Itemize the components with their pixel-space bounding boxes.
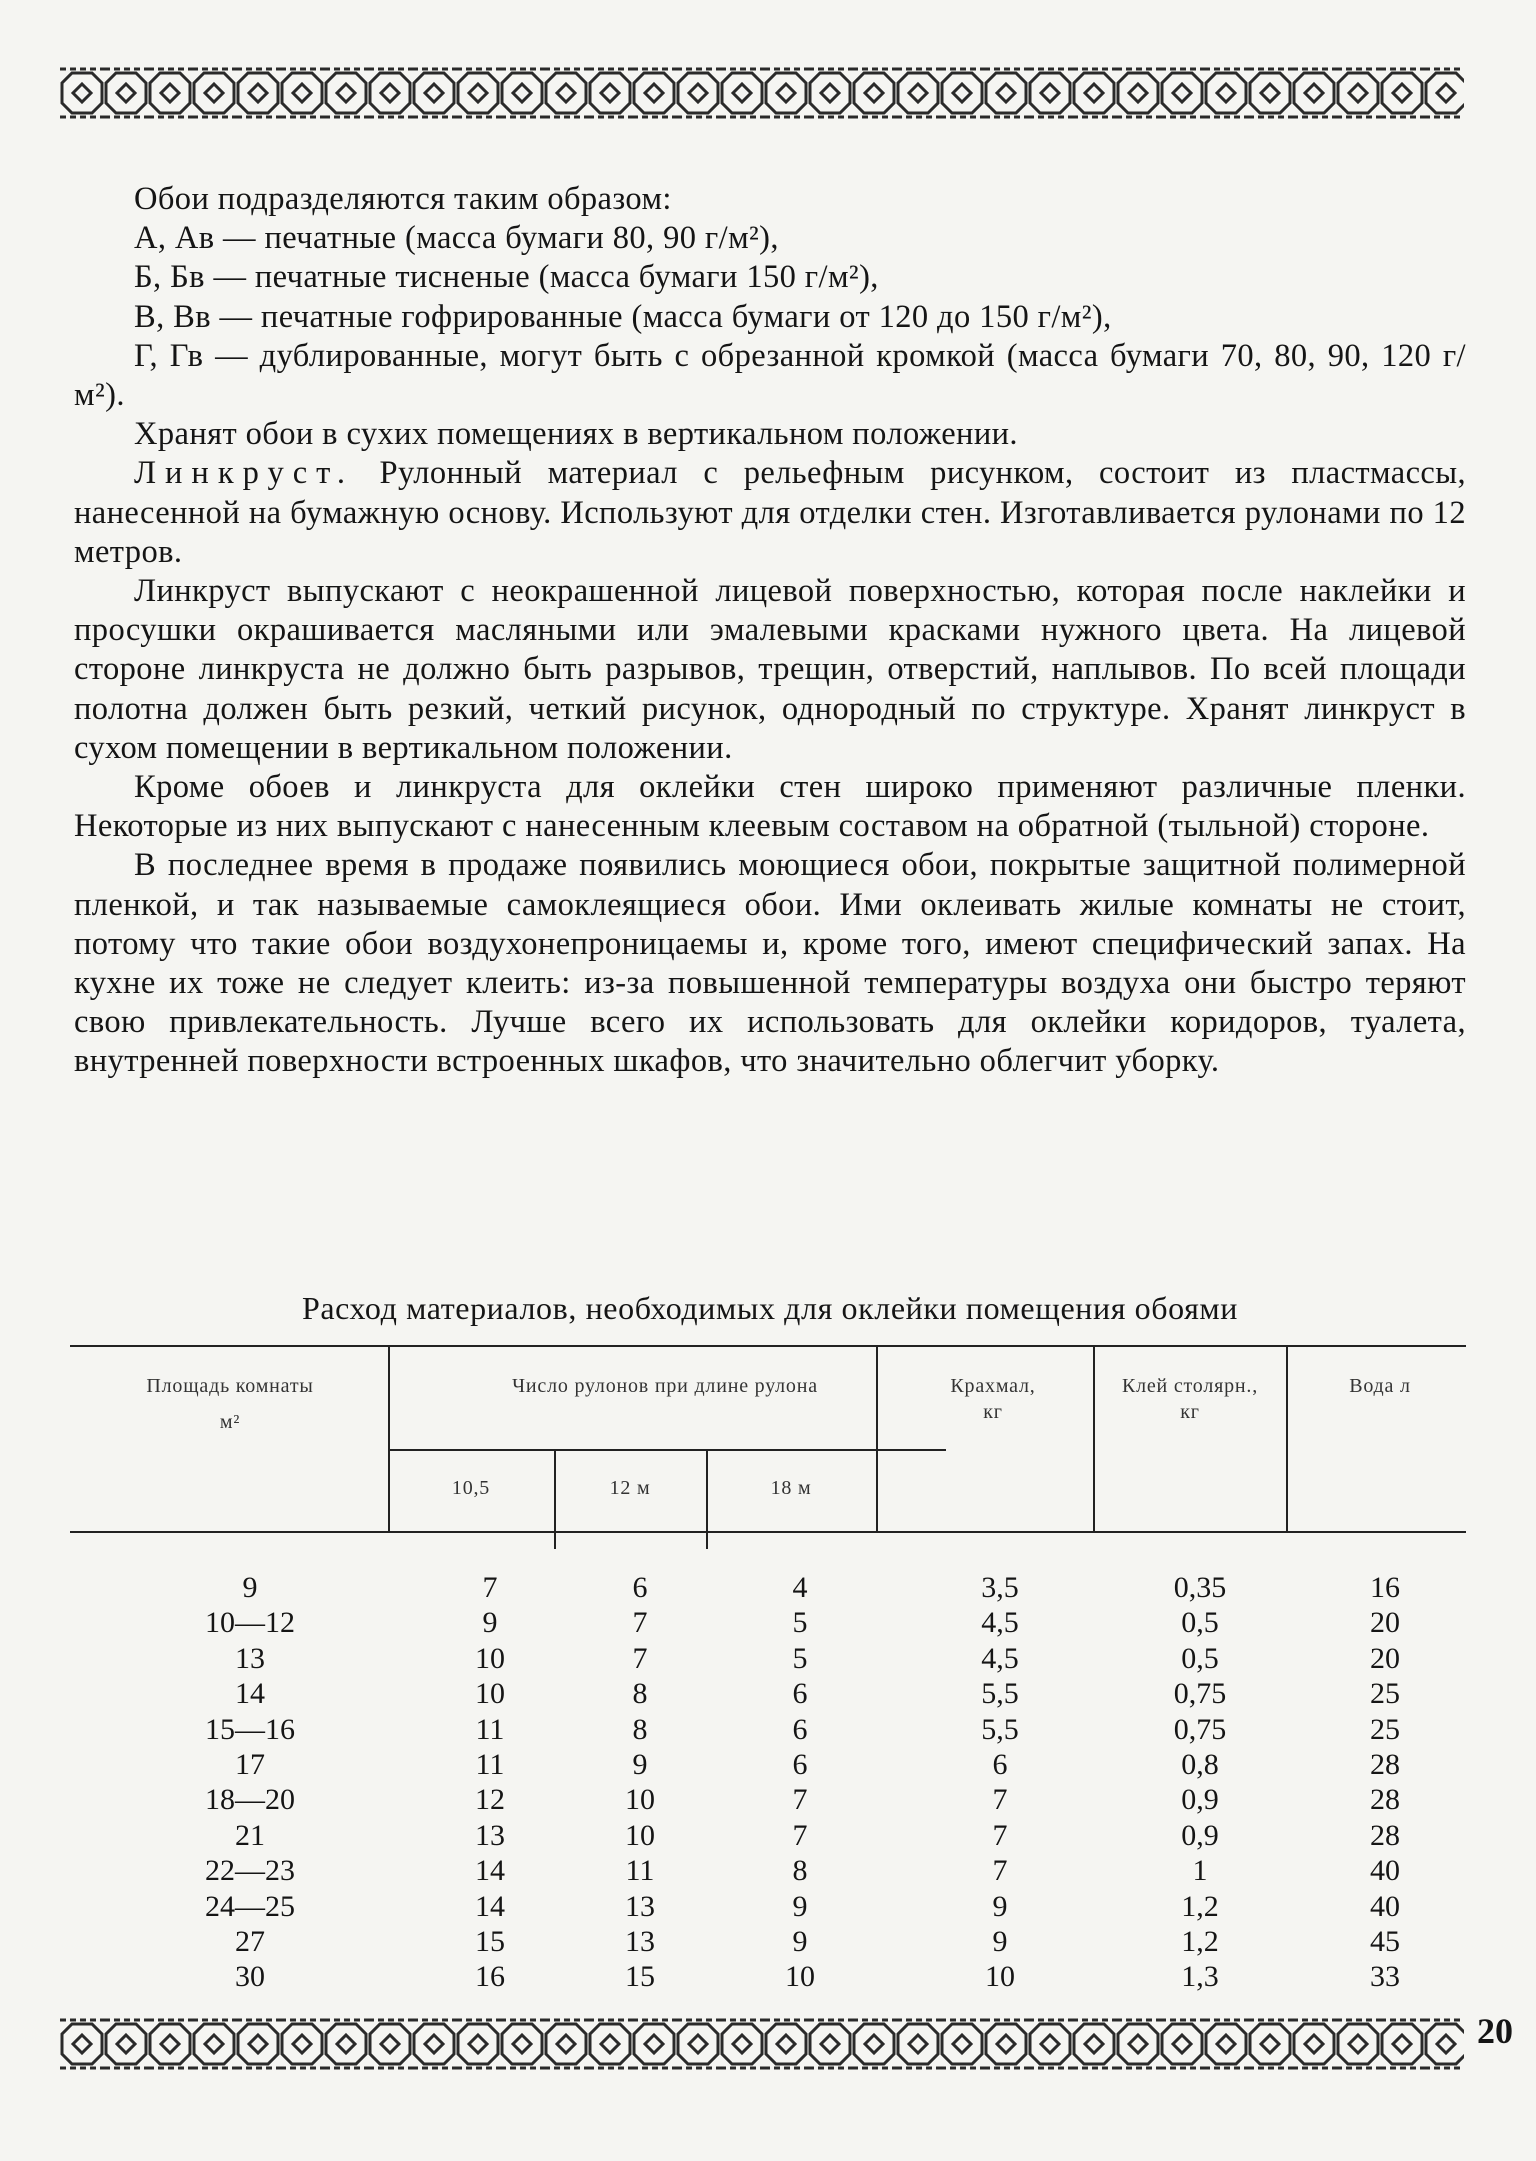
cell-glue: 0,9 — [1181, 1818, 1219, 1852]
cell-rolls-12: 13 — [625, 1924, 655, 1958]
cell-glue: 0,9 — [1181, 1783, 1219, 1817]
cell-rolls-10-5: 10 — [475, 1641, 505, 1675]
table-row — [70, 1924, 1466, 1959]
cell-rolls-18: 5 — [792, 1606, 808, 1640]
body-text — [74, 180, 1466, 1082]
cell-glue: 0,5 — [1181, 1641, 1219, 1675]
cell-rolls-18: 7 — [792, 1783, 808, 1817]
cell-water: 40 — [1370, 1889, 1400, 1923]
cell-area: 27 — [235, 1924, 265, 1958]
cell-rolls-10-5: 7 — [482, 1571, 498, 1604]
cell-rolls-10-5: 13 — [475, 1818, 505, 1852]
paragraph-class-g: Г, Гв — дублированные, могут быть с обрезанной кромкой (масса бумаги 70, 80, 90, 120 г/м²). — [74, 337, 1466, 414]
table-caption: Расход материалов, необходимых для оклейки помещения обоями — [301, 1290, 1239, 1326]
cell-glue: 1,2 — [1181, 1889, 1219, 1923]
cell-rolls-10-5: 14 — [475, 1889, 505, 1923]
cell-rolls-18: 6 — [792, 1677, 808, 1711]
cell-glue: 0,75 — [1173, 1677, 1227, 1711]
cell-glue: 0,8 — [1181, 1747, 1219, 1781]
table-row — [70, 1570, 1466, 1605]
cell-glue: 1 — [1192, 1854, 1208, 1888]
cell-rolls-10-5: 14 — [475, 1854, 505, 1888]
cell-water: 28 — [1370, 1818, 1400, 1852]
cell-rolls-12: 10 — [625, 1818, 655, 1852]
header-area-unit: м² — [219, 1411, 241, 1433]
paragraph-class-b: Б, Бв — печатные тисненые (масса бумаги 150 г/м²), — [134, 259, 879, 296]
paragraph-class-v: В, Вв — печатные гофрированные (масса бумаги от 120 до 150 г/м²), — [134, 298, 1112, 335]
cell-rolls-18: 9 — [792, 1924, 808, 1958]
cell-rolls-18: 5 — [792, 1641, 808, 1675]
header-divider — [1093, 1345, 1095, 1531]
cell-glue: 1,2 — [1181, 1924, 1219, 1958]
cell-rolls-18: 8 — [792, 1854, 808, 1888]
cell-area: 24—25 — [205, 1889, 295, 1923]
cell-rolls-12: 7 — [632, 1641, 648, 1675]
decorative-border-bottom — [56, 2017, 1464, 2071]
cell-rolls-18: 6 — [792, 1712, 808, 1746]
table-row — [70, 1853, 1466, 1888]
paragraph-washable: В последнее время в продаже появились моющиеся обои, покрытые защитной полимерной пленкой, и так называемые самоклеящиеся обои. Ими оклеивать жилые комнаты не стоит, потому что такие обои воздухонепроницаемы и, кроме того, имеют специфический запах. На кухне их тоже не следует клеить: из-за повышенной температуры воздуха они быстро теряют свою привлекательность. Лучше всего их использовать для оклейки коридоров, туалета, внутренней поверхности встроенных шкафов, что значительно облегчит уборку. — [74, 847, 1466, 1080]
table-row — [70, 1747, 1466, 1782]
cell-rolls-18: 6 — [792, 1747, 808, 1781]
cell-rolls-10-5: 11 — [475, 1712, 505, 1746]
table-row — [70, 1782, 1466, 1817]
cell-rolls-12: 13 — [625, 1889, 655, 1923]
cell-area: 14 — [235, 1677, 265, 1711]
cell-water: 25 — [1370, 1677, 1400, 1711]
cell-rolls-10-5: 9 — [482, 1606, 498, 1640]
cell-starch: 5,5 — [981, 1677, 1019, 1711]
table-row — [70, 1641, 1466, 1676]
cell-area: 21 — [235, 1818, 265, 1852]
header-area: Площадь комнаты — [146, 1375, 314, 1397]
cell-area: 10—12 — [205, 1606, 295, 1640]
cell-starch: 5,5 — [981, 1712, 1019, 1746]
header-rule-sub — [388, 1449, 946, 1451]
cell-rolls-18: 10 — [785, 1960, 815, 1994]
paragraph-class-a: А, Ав — печатные (масса бумаги 80, 90 г/м²), — [134, 220, 779, 257]
header-len-18: 18 м — [770, 1477, 812, 1499]
cell-water: 20 — [1370, 1641, 1400, 1675]
cell-rolls-18: 4 — [792, 1571, 808, 1604]
cell-rolls-12: 15 — [625, 1960, 655, 1994]
table-header — [70, 1345, 1466, 1545]
cell-area: 17 — [235, 1747, 265, 1781]
cell-water: 16 — [1370, 1571, 1400, 1604]
header-divider — [1286, 1345, 1288, 1531]
paragraph-films: Кроме обоев и линкруста для оклейки стен широко применяют различные пленки. Некоторые из них выпускают с нанесенным клеевым составом на обратной (тыльной) стороне. — [74, 769, 1466, 845]
cell-glue: 0,35 — [1173, 1571, 1227, 1604]
cell-rolls-12: 9 — [632, 1747, 648, 1781]
header-rule-bottom — [70, 1531, 1466, 1533]
cell-starch: 7 — [992, 1854, 1008, 1888]
term-linkrust: Линкруст. — [134, 455, 354, 492]
cell-rolls-18: 7 — [792, 1818, 808, 1852]
cell-glue: 1,3 — [1181, 1960, 1219, 1994]
table-row — [70, 1605, 1466, 1640]
cell-rolls-10-5: 16 — [475, 1960, 505, 1994]
cell-rolls-12: 8 — [632, 1677, 648, 1711]
cell-water: 20 — [1370, 1606, 1400, 1640]
cell-rolls-10-5: 15 — [475, 1924, 505, 1958]
cell-starch: 3,5 — [981, 1571, 1019, 1604]
paragraph-intro: Обои подразделяются таким образом: — [134, 181, 672, 217]
cell-starch: 6 — [992, 1747, 1008, 1781]
header-rolls: Число рулонов при длине рулона — [512, 1375, 818, 1397]
cell-rolls-12: 6 — [632, 1571, 648, 1604]
table-row — [70, 1889, 1466, 1924]
cell-starch: 9 — [992, 1924, 1008, 1958]
cell-rolls-10-5: 11 — [475, 1747, 505, 1781]
cell-glue: 0,75 — [1173, 1712, 1227, 1746]
cell-water: 40 — [1370, 1854, 1400, 1888]
cell-water: 45 — [1370, 1924, 1400, 1958]
cell-rolls-12: 8 — [632, 1712, 648, 1746]
cell-area: 13 — [235, 1641, 265, 1675]
decorative-border-top — [56, 66, 1464, 120]
paragraph-linkrust: Линкруст выпускают с неокрашенной лицевой поверхностью, которая после наклейки и просушки окрашивается масляными или эмалевыми красками нужного цвета. На лицевой стороне линкруста не должно быть разрывов, трещин, отверстий, наплывов. По всей площади полотна должен быть резкий, четкий рисунок, однородный по структуре. Хранят линкруст в сухом помещении в вертикальном положении. — [74, 573, 1466, 766]
cell-area: 9 — [242, 1571, 258, 1604]
cell-starch: 4,5 — [981, 1641, 1019, 1675]
cell-rolls-10-5: 12 — [475, 1783, 505, 1817]
header-rule-top — [70, 1345, 1466, 1347]
cell-rolls-12: 11 — [625, 1854, 655, 1888]
table-body — [70, 1570, 1466, 1995]
cell-starch: 10 — [985, 1960, 1015, 1994]
table-row — [70, 1959, 1466, 1994]
cell-glue: 0,5 — [1181, 1606, 1219, 1640]
page-number: 20 — [1477, 2011, 1513, 2051]
cell-rolls-12: 7 — [632, 1606, 648, 1640]
header-len-10-5: 10,5 — [451, 1477, 491, 1499]
cell-water: 28 — [1370, 1747, 1400, 1781]
cell-rolls-12: 10 — [625, 1783, 655, 1817]
cell-area: 22—23 — [205, 1854, 295, 1888]
header-starch: Крахмал, кг — [950, 1375, 1036, 1423]
cell-starch: 7 — [992, 1783, 1008, 1817]
cell-rolls-10-5: 10 — [475, 1677, 505, 1711]
table-row — [70, 1712, 1466, 1747]
table-row — [70, 1818, 1466, 1853]
cell-water: 28 — [1370, 1783, 1400, 1817]
cell-starch: 4,5 — [981, 1606, 1019, 1640]
cell-starch: 7 — [992, 1818, 1008, 1852]
header-water: Вода л — [1349, 1375, 1411, 1397]
header-divider — [388, 1345, 390, 1531]
cell-starch: 9 — [992, 1889, 1008, 1923]
table-row — [70, 1676, 1466, 1711]
cell-area: 30 — [235, 1960, 265, 1994]
cell-area: 18—20 — [205, 1783, 295, 1817]
cell-water: 25 — [1370, 1712, 1400, 1746]
linkrust-definition: Рулонный материал с рельефным рисунком, состоит из пластмассы, нанесенной на бумажную основу. Используют для отделки стен. Изготавливается рулонами по 12 метров. — [74, 455, 1466, 570]
cell-area: 15—16 — [205, 1712, 295, 1746]
cell-rolls-18: 9 — [792, 1889, 808, 1923]
header-len-12: 12 м — [609, 1477, 651, 1499]
cell-water: 33 — [1370, 1960, 1400, 1994]
paragraph-storage: Хранят обои в сухих помещениях в вертикальном положении. — [134, 416, 1018, 453]
paragraph-linkrust-definition — [74, 454, 1466, 572]
header-divider — [876, 1345, 878, 1531]
header-glue: Клей столярн., кг — [1121, 1375, 1259, 1423]
